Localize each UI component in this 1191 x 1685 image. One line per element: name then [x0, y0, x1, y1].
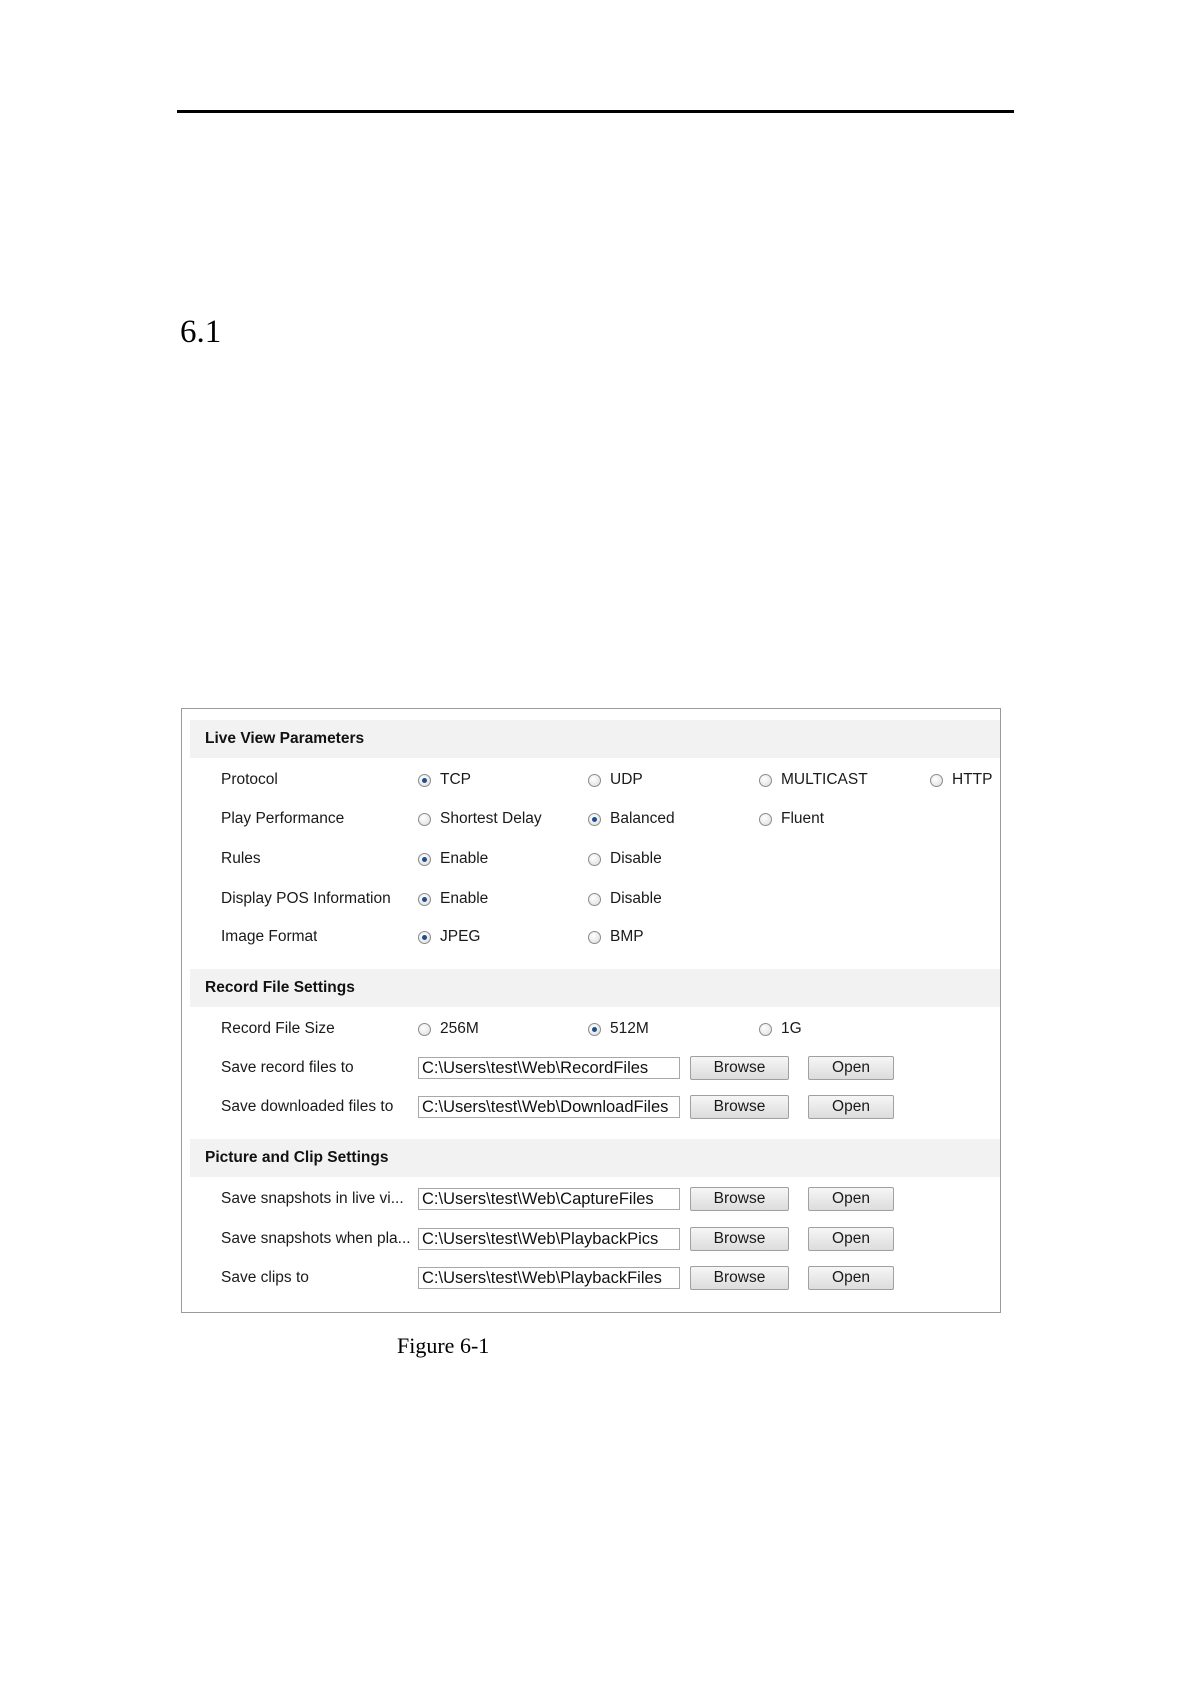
save-clips-label: Save clips to: [221, 1269, 309, 1286]
save-record-open-button[interactable]: Open: [808, 1056, 894, 1080]
settings-panel: [181, 708, 1001, 1313]
save-downloaded-open-button[interactable]: Open: [808, 1095, 894, 1119]
picture-clip-title: Picture and Clip Settings: [205, 1149, 389, 1166]
radio-icon: [588, 853, 601, 866]
protocol-tcp-radio[interactable]: TCP: [418, 771, 471, 789]
size-256m-radio[interactable]: 256M: [418, 1020, 479, 1038]
format-bmp-radio[interactable]: BMP: [588, 928, 644, 946]
radio-icon: [588, 931, 601, 944]
display-pos-label: Display POS Information: [221, 890, 391, 907]
performance-balanced-radio[interactable]: Balanced: [588, 810, 675, 828]
snapshots-playback-path-input[interactable]: C:\Users\test\Web\PlaybackPics: [418, 1228, 680, 1250]
pos-disable-radio[interactable]: Disable: [588, 890, 662, 908]
save-clips-open-button[interactable]: Open: [808, 1266, 894, 1290]
figure-caption: Figure 6-1: [397, 1333, 490, 1358]
radio-icon: [418, 813, 431, 826]
radio-icon: [588, 813, 601, 826]
protocol-udp-radio[interactable]: UDP: [588, 771, 643, 789]
radio-icon: [418, 774, 431, 787]
radio-icon: [418, 853, 431, 866]
format-jpeg-radio[interactable]: JPEG: [418, 928, 480, 946]
save-record-path-input[interactable]: C:\Users\test\Web\RecordFiles: [418, 1057, 680, 1079]
play-performance-label: Play Performance: [221, 810, 345, 827]
rules-disable-radio[interactable]: Disable: [588, 850, 662, 868]
save-record-label: Save record files to: [221, 1059, 354, 1076]
radio-icon: [418, 1023, 431, 1036]
rules-enable-radio[interactable]: Enable: [418, 850, 488, 868]
live-view-header: [190, 720, 1000, 758]
snapshots-live-browse-button[interactable]: Browse: [690, 1187, 789, 1211]
radio-icon: [759, 1023, 772, 1036]
image-format-label: Image Format: [221, 928, 318, 945]
protocol-label: Protocol: [221, 771, 278, 788]
snapshots-live-path-input[interactable]: C:\Users\test\Web\CaptureFiles: [418, 1188, 680, 1210]
radio-icon: [930, 774, 943, 787]
performance-shortest-delay-radio[interactable]: Shortest Delay: [418, 810, 542, 828]
radio-icon: [418, 931, 431, 944]
performance-fluent-radio[interactable]: Fluent: [759, 810, 824, 828]
section-number: 6.1: [180, 314, 222, 350]
snapshots-live-open-button[interactable]: Open: [808, 1187, 894, 1211]
snapshots-playback-open-button[interactable]: Open: [808, 1227, 894, 1251]
save-downloaded-label: Save downloaded files to: [221, 1098, 394, 1115]
save-clips-browse-button[interactable]: Browse: [690, 1266, 789, 1290]
radio-icon: [759, 774, 772, 787]
rules-label: Rules: [221, 850, 261, 867]
radio-icon: [588, 1023, 601, 1036]
save-downloaded-browse-button[interactable]: Browse: [690, 1095, 789, 1119]
radio-icon: [588, 893, 601, 906]
header-rule: [177, 110, 1014, 113]
snapshots-playback-browse-button[interactable]: Browse: [690, 1227, 789, 1251]
picture-clip-header: [190, 1139, 1000, 1177]
record-file-title: Record File Settings: [205, 979, 355, 996]
snapshots-playback-label: Save snapshots when pla...: [221, 1230, 411, 1247]
save-downloaded-path-input[interactable]: C:\Users\test\Web\DownloadFiles: [418, 1096, 680, 1118]
protocol-http-radio[interactable]: HTTP: [930, 771, 992, 789]
radio-icon: [759, 813, 772, 826]
save-clips-path-input[interactable]: C:\Users\test\Web\PlaybackFiles: [418, 1267, 680, 1289]
pos-enable-radio[interactable]: Enable: [418, 890, 488, 908]
protocol-multicast-radio[interactable]: MULTICAST: [759, 771, 868, 789]
radio-icon: [418, 893, 431, 906]
save-record-browse-button[interactable]: Browse: [690, 1056, 789, 1080]
size-512m-radio[interactable]: 512M: [588, 1020, 649, 1038]
live-view-title: Live View Parameters: [205, 730, 365, 747]
size-1g-radio[interactable]: 1G: [759, 1020, 802, 1038]
radio-icon: [588, 774, 601, 787]
record-file-header: [190, 969, 1000, 1007]
record-file-size-label: Record File Size: [221, 1020, 335, 1037]
snapshots-live-label: Save snapshots in live vi...: [221, 1190, 404, 1207]
